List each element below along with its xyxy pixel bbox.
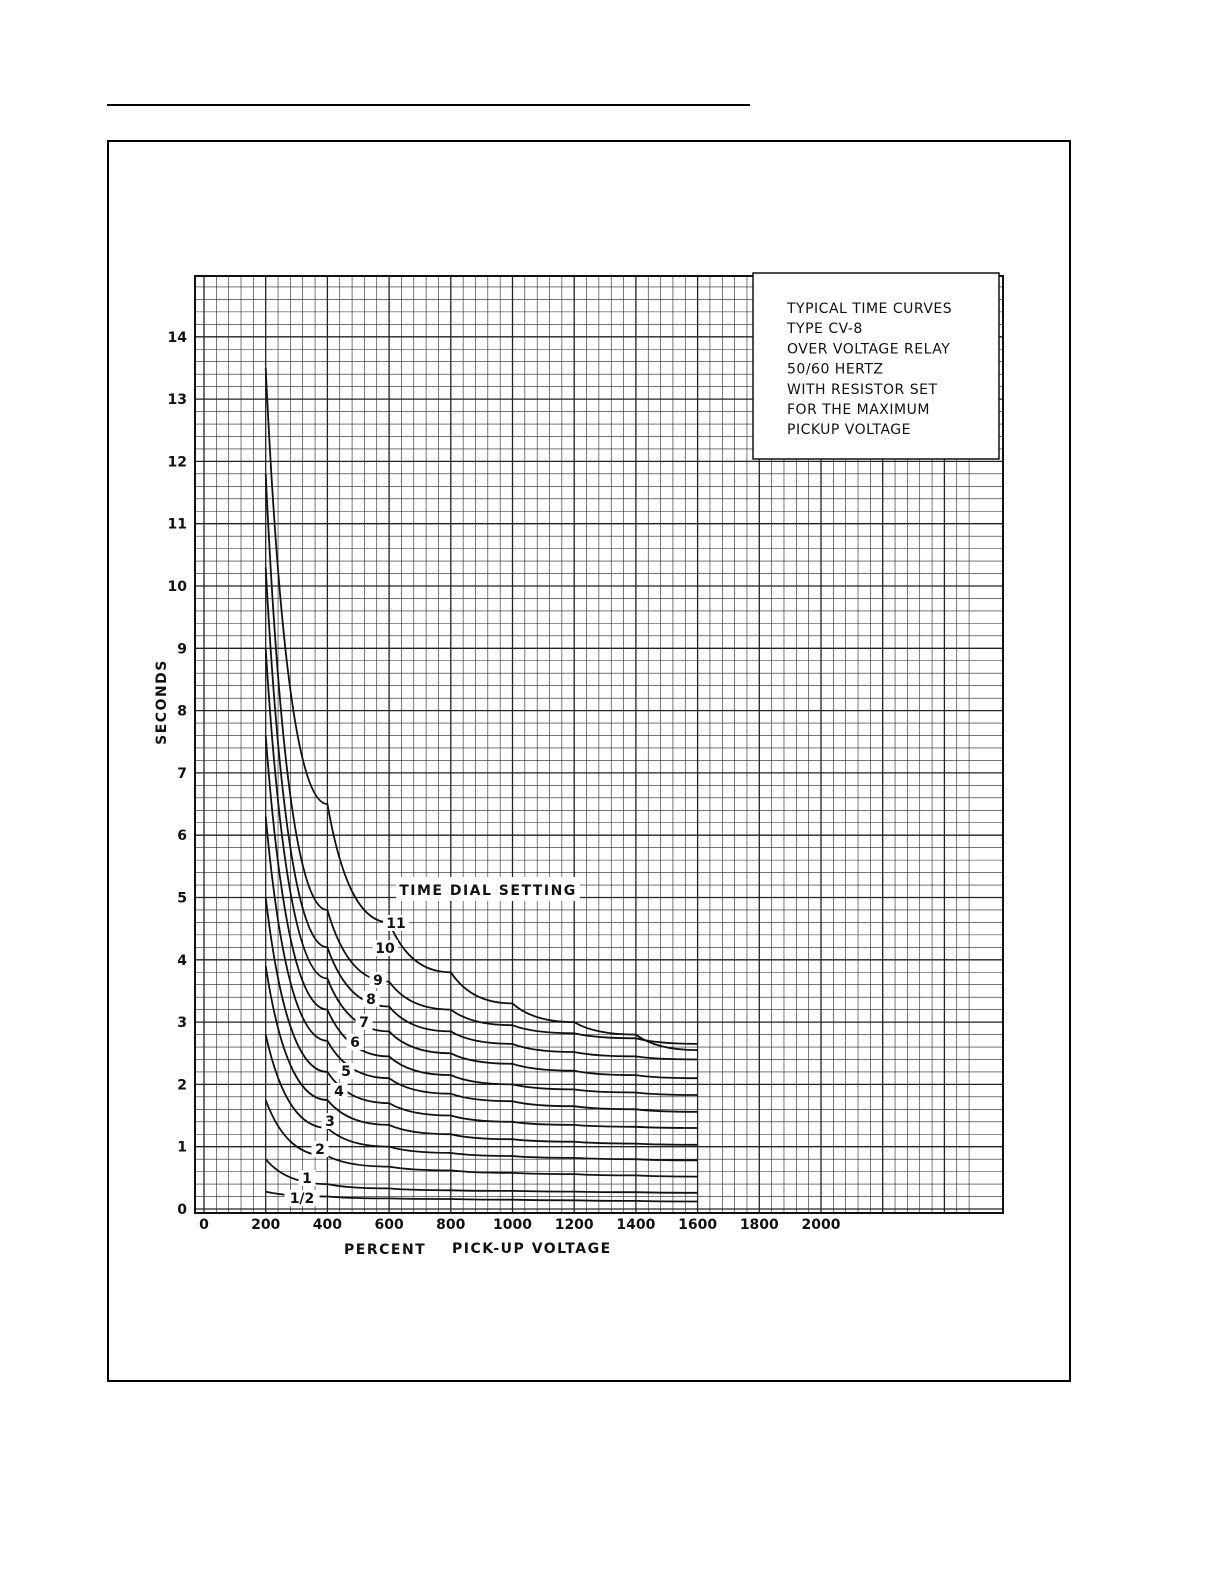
curve-label: 9 [373,973,383,989]
info-box-line: TYPICAL TIME CURVES [787,301,953,317]
curve-label: 6 [350,1035,360,1051]
y-tick-label: 5 [177,890,187,907]
curve-label: 5 [341,1064,351,1080]
y-axis-label: SECONDS [154,659,170,745]
x-tick-label: 0 [199,1217,209,1233]
x-axis-label-percent: PERCENT [344,1242,427,1258]
info-box [753,273,999,459]
curve-label: 3 [325,1114,335,1130]
legend-group [396,877,580,901]
info-box-line: 50/60 HERTZ [787,361,884,378]
legend-title: TIME DIAL SETTING [399,883,577,899]
x-tick-label: 1000 [493,1217,532,1233]
x-tick-labels [199,1217,841,1233]
x-tick-label: 2000 [801,1217,841,1233]
curve-label: 7 [359,1015,369,1031]
y-tick-label: 9 [177,641,187,658]
info-box-line: PICKUP VOLTAGE [787,422,912,439]
curve-label: 2 [315,1142,325,1158]
info-box-line: TYPE CV-8 [787,321,863,338]
curve-label: 4 [334,1084,344,1100]
x-tick-label: 600 [374,1217,404,1233]
y-tick-label: 2 [177,1077,187,1094]
curve-label: 1/2 [289,1191,315,1207]
x-tick-label: 1800 [739,1217,779,1233]
curve-label: 8 [366,992,376,1008]
curve-dial-3 [266,1035,698,1161]
info-box-line: WITH RESISTOR SET [787,381,938,398]
x-tick-label: 800 [436,1217,466,1233]
x-tick-label: 200 [251,1217,281,1233]
y-tick-label: 6 [177,828,187,845]
y-tick-label: 14 [167,329,187,346]
x-axis-label-pickup-voltage: PICK-UP VOLTAGE [452,1241,612,1257]
curve-dial-8 [266,648,698,1078]
info-box-line: FOR THE MAXIMUM [787,402,930,418]
x-tick-label: 1400 [616,1217,656,1233]
curves-group [266,368,698,1202]
curve-dial-11 [266,368,698,1050]
x-tick-label: 1600 [678,1217,718,1233]
y-tick-label: 13 [167,392,187,409]
curve-label: 11 [386,916,406,932]
curve-label: 1 [302,1171,312,1187]
info-box-line: OVER VOLTAGE RELAY [787,341,951,358]
y-tick-label: 11 [167,516,187,533]
y-tick-label: 7 [177,765,187,782]
y-tick-label: 0 [177,1202,187,1218]
curve-dial-10 [266,474,698,1044]
y-tick-label: 4 [177,952,187,969]
y-tick-label: 12 [167,454,187,471]
curve-label: 10 [375,941,395,957]
y-tick-label: 1 [177,1139,187,1156]
x-tick-label: 400 [312,1217,343,1233]
curve-dial-5 [266,898,698,1129]
y-tick-label: 10 [167,579,187,595]
y-tick-label: 3 [177,1015,187,1032]
x-tick-label: 1200 [554,1217,594,1233]
y-tick-labels [168,330,188,1218]
y-tick-label: 8 [177,703,187,720]
curve-dial-6 [266,817,698,1112]
